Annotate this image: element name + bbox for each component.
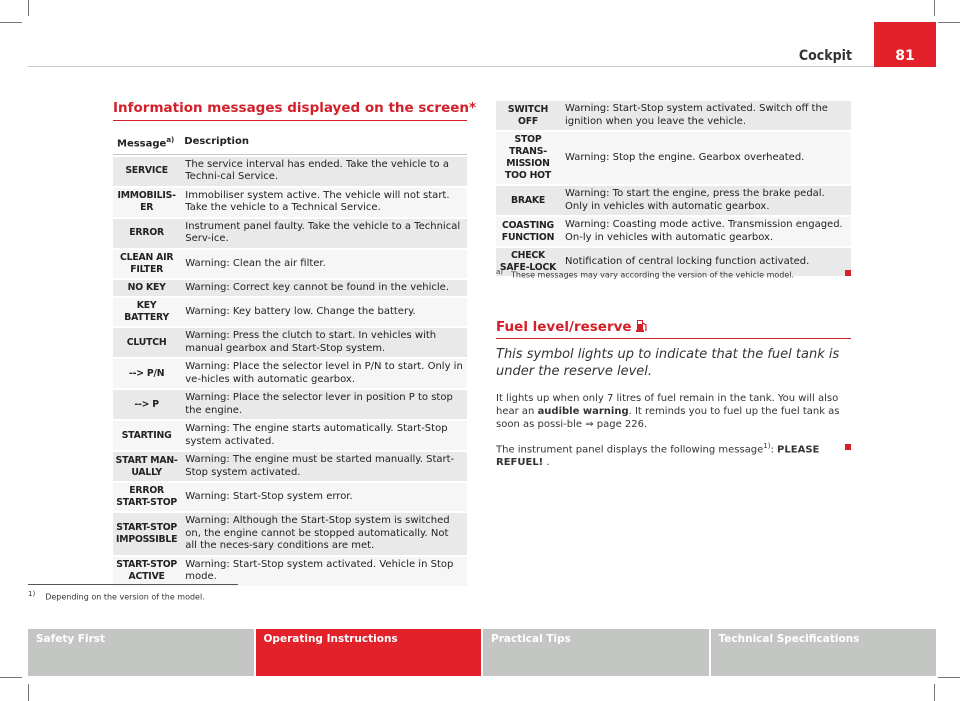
- message-code: IMMOBILIS-ER: [113, 188, 180, 217]
- footnote-mark: a): [496, 268, 504, 276]
- message-description: Warning: Start-Stop system error.: [180, 483, 467, 511]
- table-row: [113, 513, 467, 555]
- footnote-ref: 1): [763, 442, 771, 450]
- message-description: Warning: To start the engine, press the brake pedal. Only in vehicles with automatic gearbox.: [560, 186, 851, 215]
- tab-safety-first[interactable]: Safety First: [28, 629, 254, 676]
- footnote-rule: [28, 584, 238, 585]
- crop-mark: [0, 22, 22, 23]
- column-header-message: [113, 130, 180, 155]
- message-code: --> P/N: [113, 359, 180, 388]
- fuel-p2-end: .: [543, 457, 550, 469]
- message-code: START-STOP ACTIVE: [113, 557, 180, 586]
- message-code: STARTING: [113, 421, 180, 450]
- table-row: [113, 328, 467, 357]
- message-description: Warning: Place the selector lever in position P to stop the engine.: [180, 390, 467, 419]
- end-of-section-marker: [845, 270, 851, 276]
- column-header-message-label: Message: [117, 138, 167, 150]
- message-code: --> P: [113, 390, 180, 419]
- table-row: [113, 188, 467, 217]
- message-code: START MAN-UALLY: [113, 452, 180, 481]
- fuel-p1-text-end: . It reminds you to fuel up the fuel tank as soon as possi-ble ⇒ page 226.: [496, 406, 840, 430]
- message-description: Warning: The engine must be started manually. Start-Stop system activated.: [180, 452, 467, 481]
- end-of-section-marker: [845, 444, 851, 450]
- message-description: Warning: Key battery low. Change the battery.: [180, 298, 467, 326]
- fuel-p1-bold: audible warning: [537, 406, 629, 417]
- message-description: Warning: Clean the air filter.: [180, 250, 467, 278]
- fuel-section-rule: [496, 338, 851, 339]
- crop-mark: [28, 684, 29, 701]
- messages-table-continued: [496, 99, 851, 278]
- table-header-row: [113, 130, 467, 155]
- crop-mark: [938, 677, 960, 678]
- table-row: [113, 219, 467, 248]
- fuel-paragraph-1: [496, 392, 856, 431]
- message-code: ERROR START-STOP: [113, 483, 180, 511]
- message-description: Warning: Correct key cannot be found in the vehicle.: [180, 280, 467, 297]
- message-code: BRAKE: [496, 186, 560, 215]
- message-description: Warning: The engine starts automatically. Start-Stop system activated.: [180, 421, 467, 450]
- table-row: [113, 483, 467, 511]
- message-code: SWITCH OFF: [496, 101, 560, 130]
- footnote-mark: 1): [28, 590, 36, 598]
- message-code: COASTING FUNCTION: [496, 217, 560, 246]
- message-description: Immobiliser system active. The vehicle will not start. Take the vehicle to a Technical Service.: [180, 188, 467, 217]
- message-code: SERVICE: [113, 157, 180, 186]
- column-header-description: Description: [180, 130, 467, 155]
- fuel-p2-colon: :: [770, 444, 778, 456]
- tab-operating-instructions[interactable]: Operating Instructions: [256, 629, 482, 676]
- table-row: [496, 132, 851, 184]
- table-row: [496, 101, 851, 130]
- message-description: Warning: Start-Stop system activated. Switch off the ignition when you leave the vehicle.: [560, 101, 851, 130]
- message-code: STOP TRANS-MISSION TOO HOT: [496, 132, 560, 184]
- table-row: [113, 359, 467, 388]
- fuel-section-title: [496, 318, 648, 336]
- footnote-ref: a): [166, 136, 175, 144]
- footnote-text: Depending on the version of the model.: [45, 592, 205, 602]
- message-code: KEY BATTERY: [113, 298, 180, 326]
- table-row: [113, 280, 467, 297]
- message-code: CLEAN AIR FILTER: [113, 250, 180, 278]
- footnote-text: These messages may vary according the version of the vehicle model.: [511, 270, 795, 280]
- message-code: ERROR: [113, 219, 180, 248]
- message-description: The service interval has ended. Take the vehicle to a Techni-cal Service.: [180, 157, 467, 186]
- page-number: 81: [895, 48, 915, 64]
- table-row: [113, 250, 467, 278]
- header-rule: [28, 66, 936, 67]
- table-row: [496, 217, 851, 246]
- page-footnote: [28, 590, 205, 602]
- message-description: Instrument panel faulty. Take the vehicle to a Technical Serv-ice.: [180, 219, 467, 248]
- section-title: Information messages displayed on the screen*: [113, 100, 477, 116]
- fuel-p2-text: The instrument panel displays the following message: [496, 444, 764, 456]
- fuel-pump-icon: [636, 318, 648, 336]
- fuel-p2-message: PLEASE REFUEL!: [496, 444, 820, 469]
- message-description: Warning: Stop the engine. Gearbox overheated.: [560, 132, 851, 184]
- table-row: [113, 557, 467, 586]
- tab-technical-specifications[interactable]: Technical Specifications: [711, 629, 937, 676]
- message-code: START-STOP IMPOSSIBLE: [113, 513, 180, 555]
- fuel-section-title-text: Fuel level/reserve: [496, 319, 632, 335]
- table-row: [113, 390, 467, 419]
- message-code: CHECK SAFE-LOCK: [496, 248, 560, 276]
- crop-mark: [0, 677, 22, 678]
- message-description: Warning: Although the Start-Stop system is switched on, the engine cannot be stopped automatically. Not all the neces-sary conditions are met.: [180, 513, 467, 555]
- message-description: Warning: Start-Stop system activated. Vehicle in Stop mode.: [180, 557, 467, 586]
- table-row: [113, 421, 467, 450]
- crop-mark: [934, 684, 935, 701]
- message-description: Warning: Coasting mode active. Transmission engaged. On-ly in vehicles with automatic gearbox.: [560, 217, 851, 246]
- table-row: [113, 452, 467, 481]
- message-code: CLUTCH: [113, 328, 180, 357]
- page-header-title: Cockpit: [798, 48, 852, 64]
- message-description: Warning: Press the clutch to start. In vehicles with manual gearbox and Start-Stop system.: [180, 328, 467, 357]
- table-row: [496, 186, 851, 215]
- fuel-intro: This symbol lights up to indicate that the fuel tank is under the reserve level.: [496, 347, 840, 379]
- table-row: [113, 157, 467, 186]
- message-code: NO KEY: [113, 280, 180, 297]
- tab-practical-tips[interactable]: Practical Tips: [483, 629, 709, 676]
- messages-table: [113, 128, 467, 588]
- table-footnote: [496, 268, 794, 280]
- message-description: Warning: Place the selector level in P/N to start. Only in ve-hicles with automatic gearbox.: [180, 359, 467, 388]
- section-rule: [113, 120, 467, 121]
- fuel-paragraph-2: [496, 440, 856, 469]
- message-description: Notification of central locking function activated.: [560, 248, 851, 276]
- table-row: [113, 298, 467, 326]
- chapter-tabs: [28, 629, 936, 676]
- fuel-p1-text: It lights up when only 7 litres of fuel remain in the tank. You will also hear an: [496, 393, 839, 417]
- crop-mark: [934, 0, 935, 16]
- crop-mark: [938, 22, 960, 23]
- crop-mark: [28, 0, 29, 16]
